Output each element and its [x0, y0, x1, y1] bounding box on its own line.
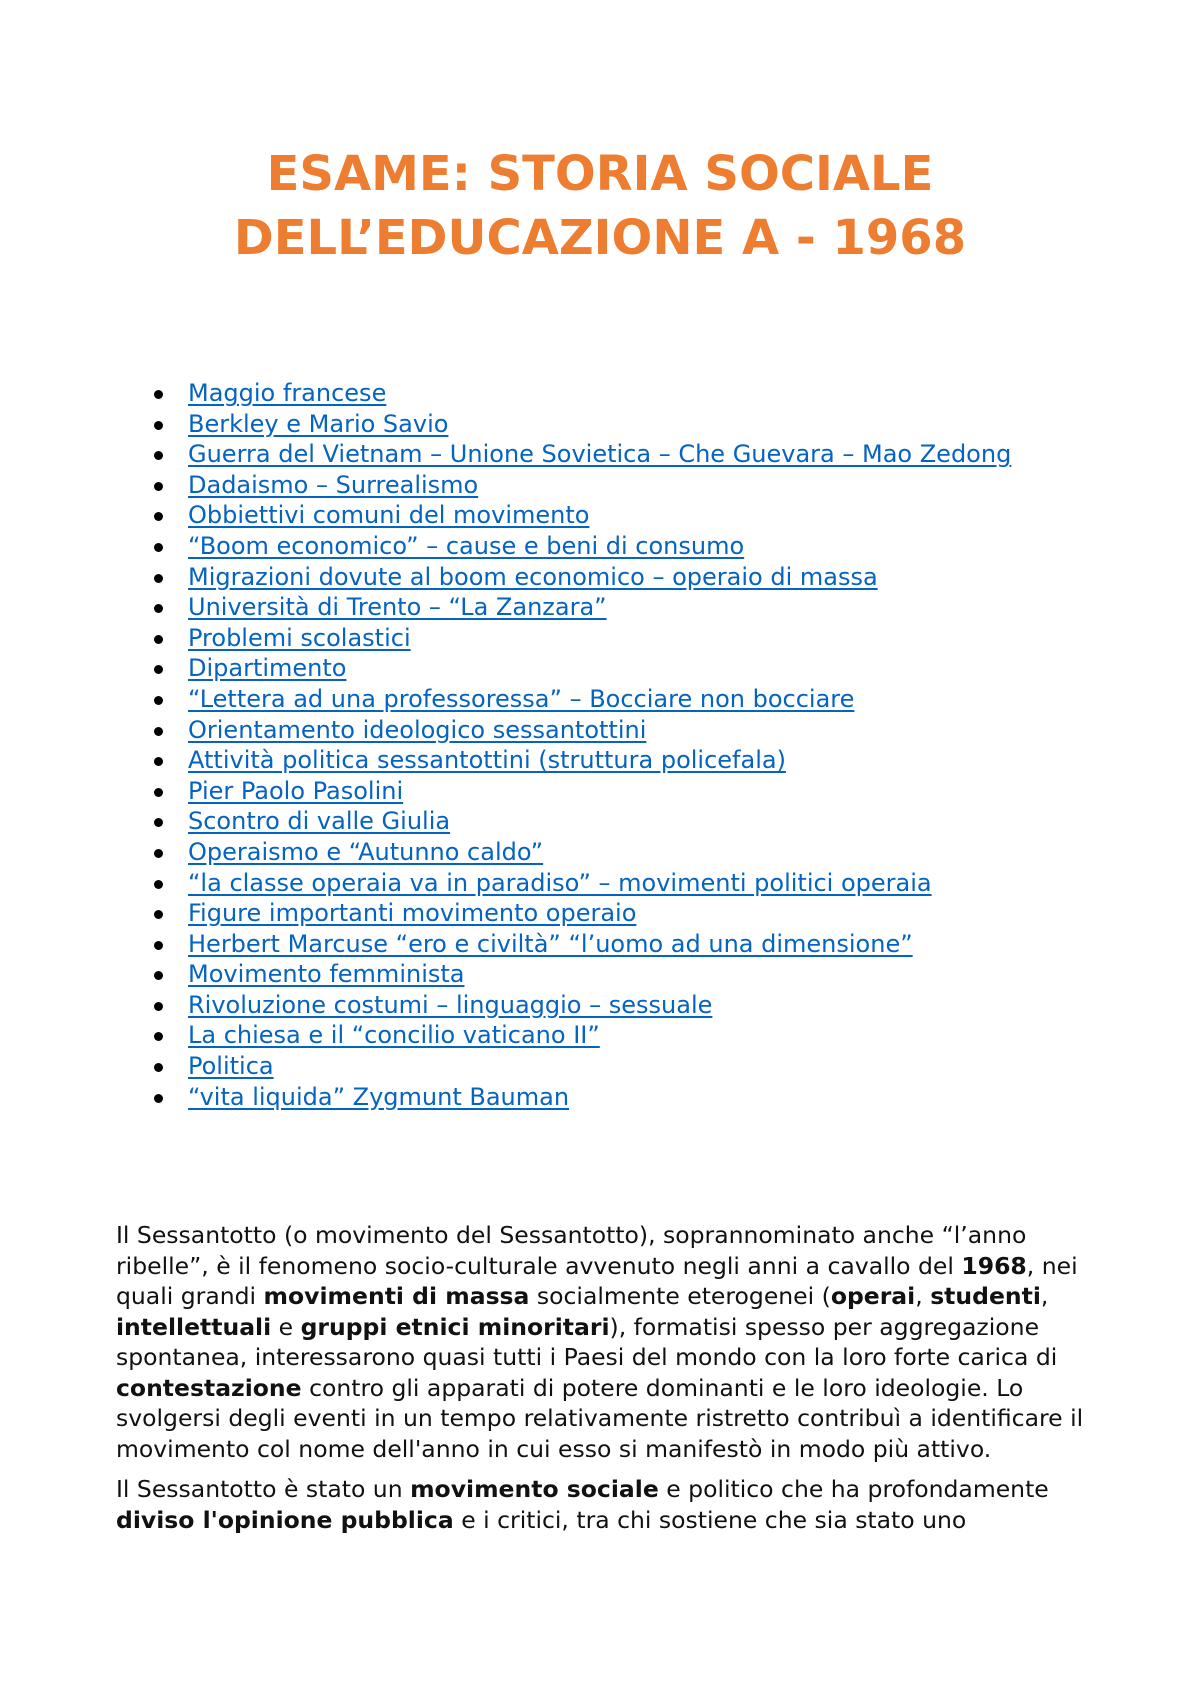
text-span: , [1040, 1282, 1049, 1310]
bold-text: gruppi etnici minoritari [300, 1312, 610, 1341]
toc-link[interactable]: La chiesa e il “concilio vaticano II” [188, 1021, 600, 1050]
toc-link[interactable]: Figure importanti movimento operaio [188, 899, 637, 928]
bold-text: operai [830, 1282, 916, 1310]
toc-link[interactable]: Migrazioni dovute al boom economico – operaio di massa [188, 562, 878, 591]
bullet-icon [154, 818, 163, 827]
toc-link[interactable]: “vita liquida” Zygmunt Bauman [188, 1082, 570, 1111]
toc-item [150, 1020, 1011, 1051]
bullet-icon [154, 543, 163, 552]
bullet-icon [154, 941, 163, 950]
toc-item [150, 409, 1011, 440]
toc-item [150, 806, 1011, 837]
toc-item [150, 500, 1011, 531]
bullet-icon [154, 482, 163, 491]
text-span: e [271, 1312, 301, 1341]
toc-link[interactable]: Orientamento ideologico sessantottini [188, 715, 647, 744]
bullet-icon [154, 635, 163, 644]
toc-item [150, 1082, 1011, 1113]
toc-item [150, 592, 1011, 623]
toc-item [150, 653, 1011, 684]
bold-text: 1968 [961, 1251, 1027, 1280]
toc-link[interactable]: Guerra del Vietnam – Unione Sovietica – Che Guevara – Mao Zedong [188, 440, 1012, 469]
text-span: contro gli apparati di potere dominanti e le loro ideologie. Lo svolgersi degli eventi in un tempo relativamente ristretto contribuì a identificare il movimento col nome dell'anno in cui esso si manifestò in modo più attivo. [116, 1373, 1084, 1463]
bullet-icon [154, 910, 163, 919]
toc-item [150, 531, 1011, 562]
toc-item [150, 745, 1011, 776]
table-of-contents [150, 378, 1011, 1112]
text-span: , [915, 1282, 931, 1310]
text-span: e politico che ha profondamente [658, 1475, 1049, 1503]
bullet-icon [154, 971, 163, 980]
toc-link[interactable]: Politica [188, 1052, 274, 1081]
bullet-icon [154, 451, 163, 460]
bullet-icon [154, 421, 163, 430]
toc-link[interactable]: Attività politica sessantottini (struttura policefala) [188, 746, 786, 775]
bullet-icon [154, 390, 163, 399]
bullet-icon [154, 604, 163, 613]
bullet-icon [154, 1094, 163, 1103]
toc-item [150, 898, 1011, 929]
text-span: , nei quali grandi [116, 1251, 1078, 1310]
toc-link[interactable]: “la classe operaia va in paradiso” – movimenti politici operaia [188, 868, 932, 897]
toc-link[interactable]: “Boom economico” – cause e beni di consumo [188, 531, 745, 560]
toc-link[interactable]: Dadaismo – Surrealismo [188, 470, 479, 499]
title-line-1: ESAME: STORIA SOCIALE [266, 146, 934, 202]
toc-item [150, 776, 1011, 807]
toc-link[interactable]: Maggio francese [188, 379, 387, 407]
toc-link[interactable]: Pier Paolo Pasolini [188, 776, 404, 805]
toc-item [150, 1051, 1011, 1082]
bullet-icon [154, 880, 163, 889]
bullet-icon [154, 665, 163, 674]
toc-link[interactable]: Herbert Marcuse “ero e civiltà” “l’uomo ad una dimensione” [188, 929, 913, 958]
text-span: ), formatisi spesso per aggregazione spontanea, interessarono quasi tutti i Paesi del mondo con la loro forte carica di [116, 1312, 1058, 1371]
toc-link[interactable]: Scontro di valle Giulia [188, 807, 451, 836]
toc-item [150, 562, 1011, 593]
bullet-icon [154, 757, 163, 766]
bold-text: movimento sociale [410, 1475, 659, 1503]
toc-link[interactable]: Berkley e Mario Savio [188, 409, 449, 438]
toc-item [150, 868, 1011, 899]
bold-text: diviso l'opinione pubblica [116, 1505, 454, 1534]
bullet-icon [154, 788, 163, 797]
text-span: Il Sessantotto (o movimento del Sessantotto), soprannominato anche “l’anno ribelle”, è il fenomeno socio-culturale avvenuto negli anni a cavallo del [116, 1221, 1027, 1280]
bullet-icon [154, 512, 163, 521]
toc-item [150, 684, 1011, 715]
bullet-icon [154, 696, 163, 705]
toc-item [150, 378, 1011, 409]
toc-link[interactable]: “Lettera ad una professoressa” – Bocciare non bocciare [188, 684, 855, 713]
toc-item [150, 470, 1011, 501]
paragraph-1 [116, 1220, 1106, 1464]
toc-link[interactable]: Operaismo e “Autunno caldo” [188, 837, 544, 866]
title-line-2: DELL’EDUCAZIONE A - 1968 [233, 210, 967, 266]
toc-link[interactable]: Problemi scolastici [188, 623, 411, 652]
toc-item [150, 439, 1011, 470]
toc-item [150, 837, 1011, 868]
bold-text: contestazione [116, 1373, 302, 1402]
bullet-icon [154, 574, 163, 583]
bullet-icon [154, 1002, 163, 1011]
bold-text: movimenti di massa [263, 1282, 530, 1310]
text-span: e i critici, tra chi sostiene che sia stato uno [453, 1505, 967, 1534]
bold-text: intellettuali [116, 1312, 272, 1341]
bold-text: studenti [930, 1282, 1041, 1310]
toc-link[interactable]: Obbiettivi comuni del movimento [188, 501, 590, 530]
toc-link[interactable]: Movimento femminista [188, 960, 465, 989]
bullet-icon [154, 1032, 163, 1041]
paragraph-2 [116, 1474, 1106, 1535]
toc-item [150, 990, 1011, 1021]
toc-link[interactable]: Rivoluzione costumi – linguaggio – sessuale [188, 990, 713, 1019]
body-text [116, 1220, 1106, 1545]
toc-item [150, 959, 1011, 990]
toc-link[interactable]: Dipartimento [188, 654, 347, 683]
text-span: socialmente eterogenei ( [529, 1282, 831, 1310]
bullet-icon [154, 849, 163, 858]
toc-link[interactable]: Università di Trento – “La Zanzara” [188, 593, 607, 622]
bullet-icon [154, 1063, 163, 1072]
toc-item [150, 929, 1011, 960]
bullet-icon [154, 727, 163, 736]
text-span: Il Sessantotto è stato un [116, 1475, 411, 1503]
toc-item [150, 715, 1011, 746]
document-title [0, 142, 1200, 270]
toc-item [150, 623, 1011, 654]
